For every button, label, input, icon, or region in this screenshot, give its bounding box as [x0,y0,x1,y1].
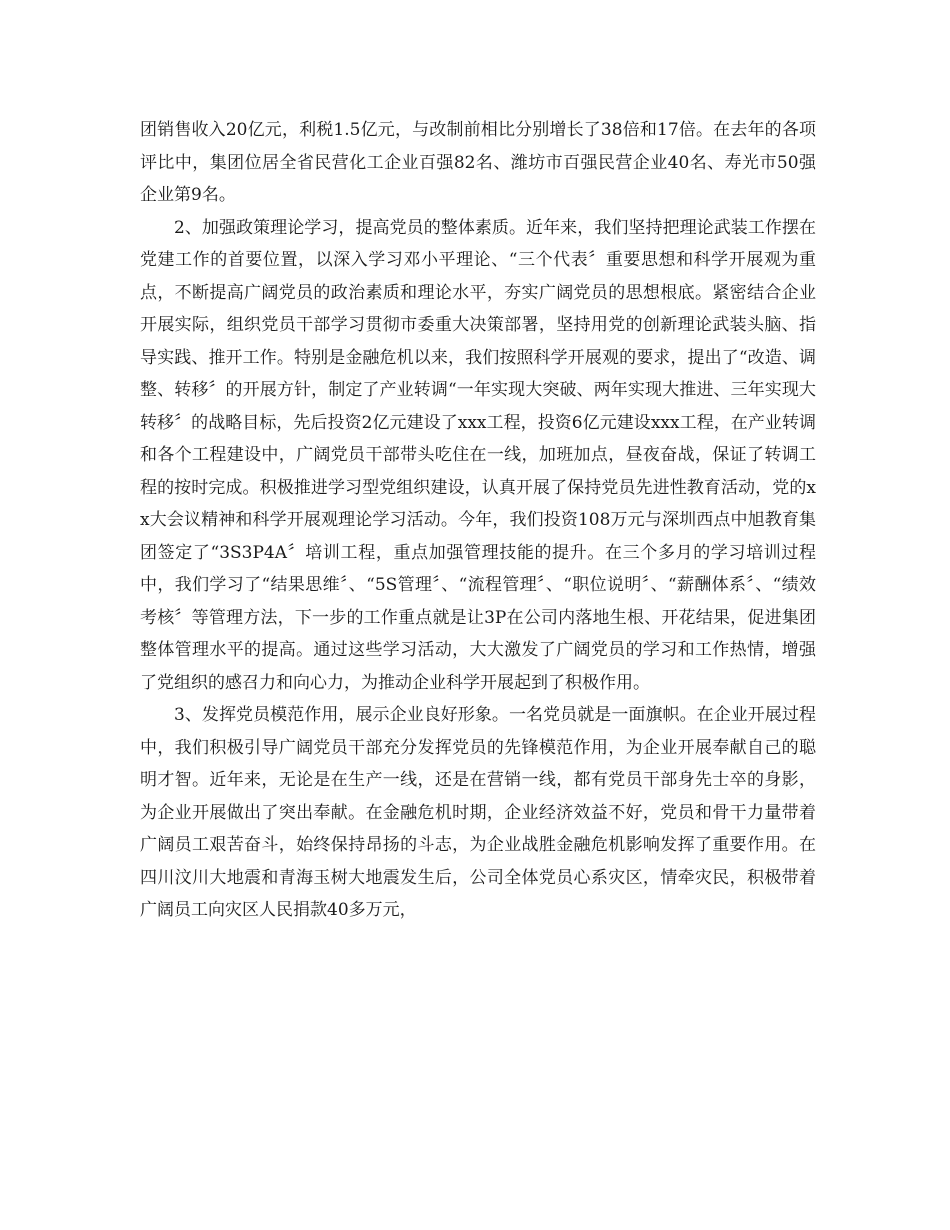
paragraph-continuation: 团销售收入20亿元，利税1.5亿元，与改制前相比分别增长了38倍和17倍。在去年的各项评比中，集团位居全省民营化工企业百强82名、潍坊市百强民营企业40名、寿光市50强企业第9名。 [140,120,816,205]
document-body [140,114,816,927]
paragraph-policy-theory-study: 2、加强政策理论学习，提高党员的整体素质。近年来，我们坚持把理论武装工作摆在党建工作的首要位置，以深入学习邓小平理论、“三个代表〞重要思想和科学开展观为重点，不断提高广阔党员的政治素质和理论水平，夯实广阔党员的思想根底。紧密结合企业开展实际，组织党员干部学习贯彻市委重大决策部署，坚持用党的创新理论武装头脑、指导实践、推开工作。特别是金融危机以来，我们按照科学开展观的要求，提出了“改造、调整、转移〞的开展方针，制定了产业转调“一年实现大突破、两年实现大推进、三年实现大转移〞的战略目标，先后投资2亿元建设了xxx工程，投资6亿元建设xxx工程，在产业转调和各个工程建设中，广阔党员干部带头吃住在一线，加班加点，昼夜奋战，保证了转调工程的按时完成。积极推进学习型党组织建设，认真开展了保持党员先进性教育活动，党的xx大会议精神和科学开展观理论学习活动。今年，我们投资108万元与深圳西点中旭教育集团签定了“3S3P4A〞培训工程，重点加强管理技能的提升。在三个多月的学习培训过程中，我们学习了“结果思维〞、“5S管理〞、“流程管理〞、“职位说明〞、“薪酬体系〞、“绩效考核〞等管理方法，下一步的工作重点就是让3P在公司内落地生根、开花结果，促进集团整体管理水平的提高。通过这些学习活动，大大激发了广阔党员的学习和工作热情，增强了党组织的感召力和向心力，为推动企业科学开展起到了积极作用。 [140,217,816,693]
paragraph-party-member-role: 3、发挥党员模范作用，展示企业良好形象。一名党员就是一面旗帜。在企业开展过程中，我们积极引导广阔党员干部充分发挥党员的先锋模范作用，为企业开展奉献自己的聪明才智。近年来，无论是在生产一线，还是在营销一线，都有党员干部身先士卒的身影，为企业开展做出了突出奉献。在金融危机时期，企业经济效益不好，党员和骨干力量带着广阔员工艰苦奋斗，始终保持昂扬的斗志，为企业战胜金融危机影响发挥了重要作用。在四川汶川大地震和青海玉树大地震发生后，公司全体党员心系灾区，情牵灾民，积极带着广阔员工向灾区人民捐款40多万元， [140,705,816,920]
